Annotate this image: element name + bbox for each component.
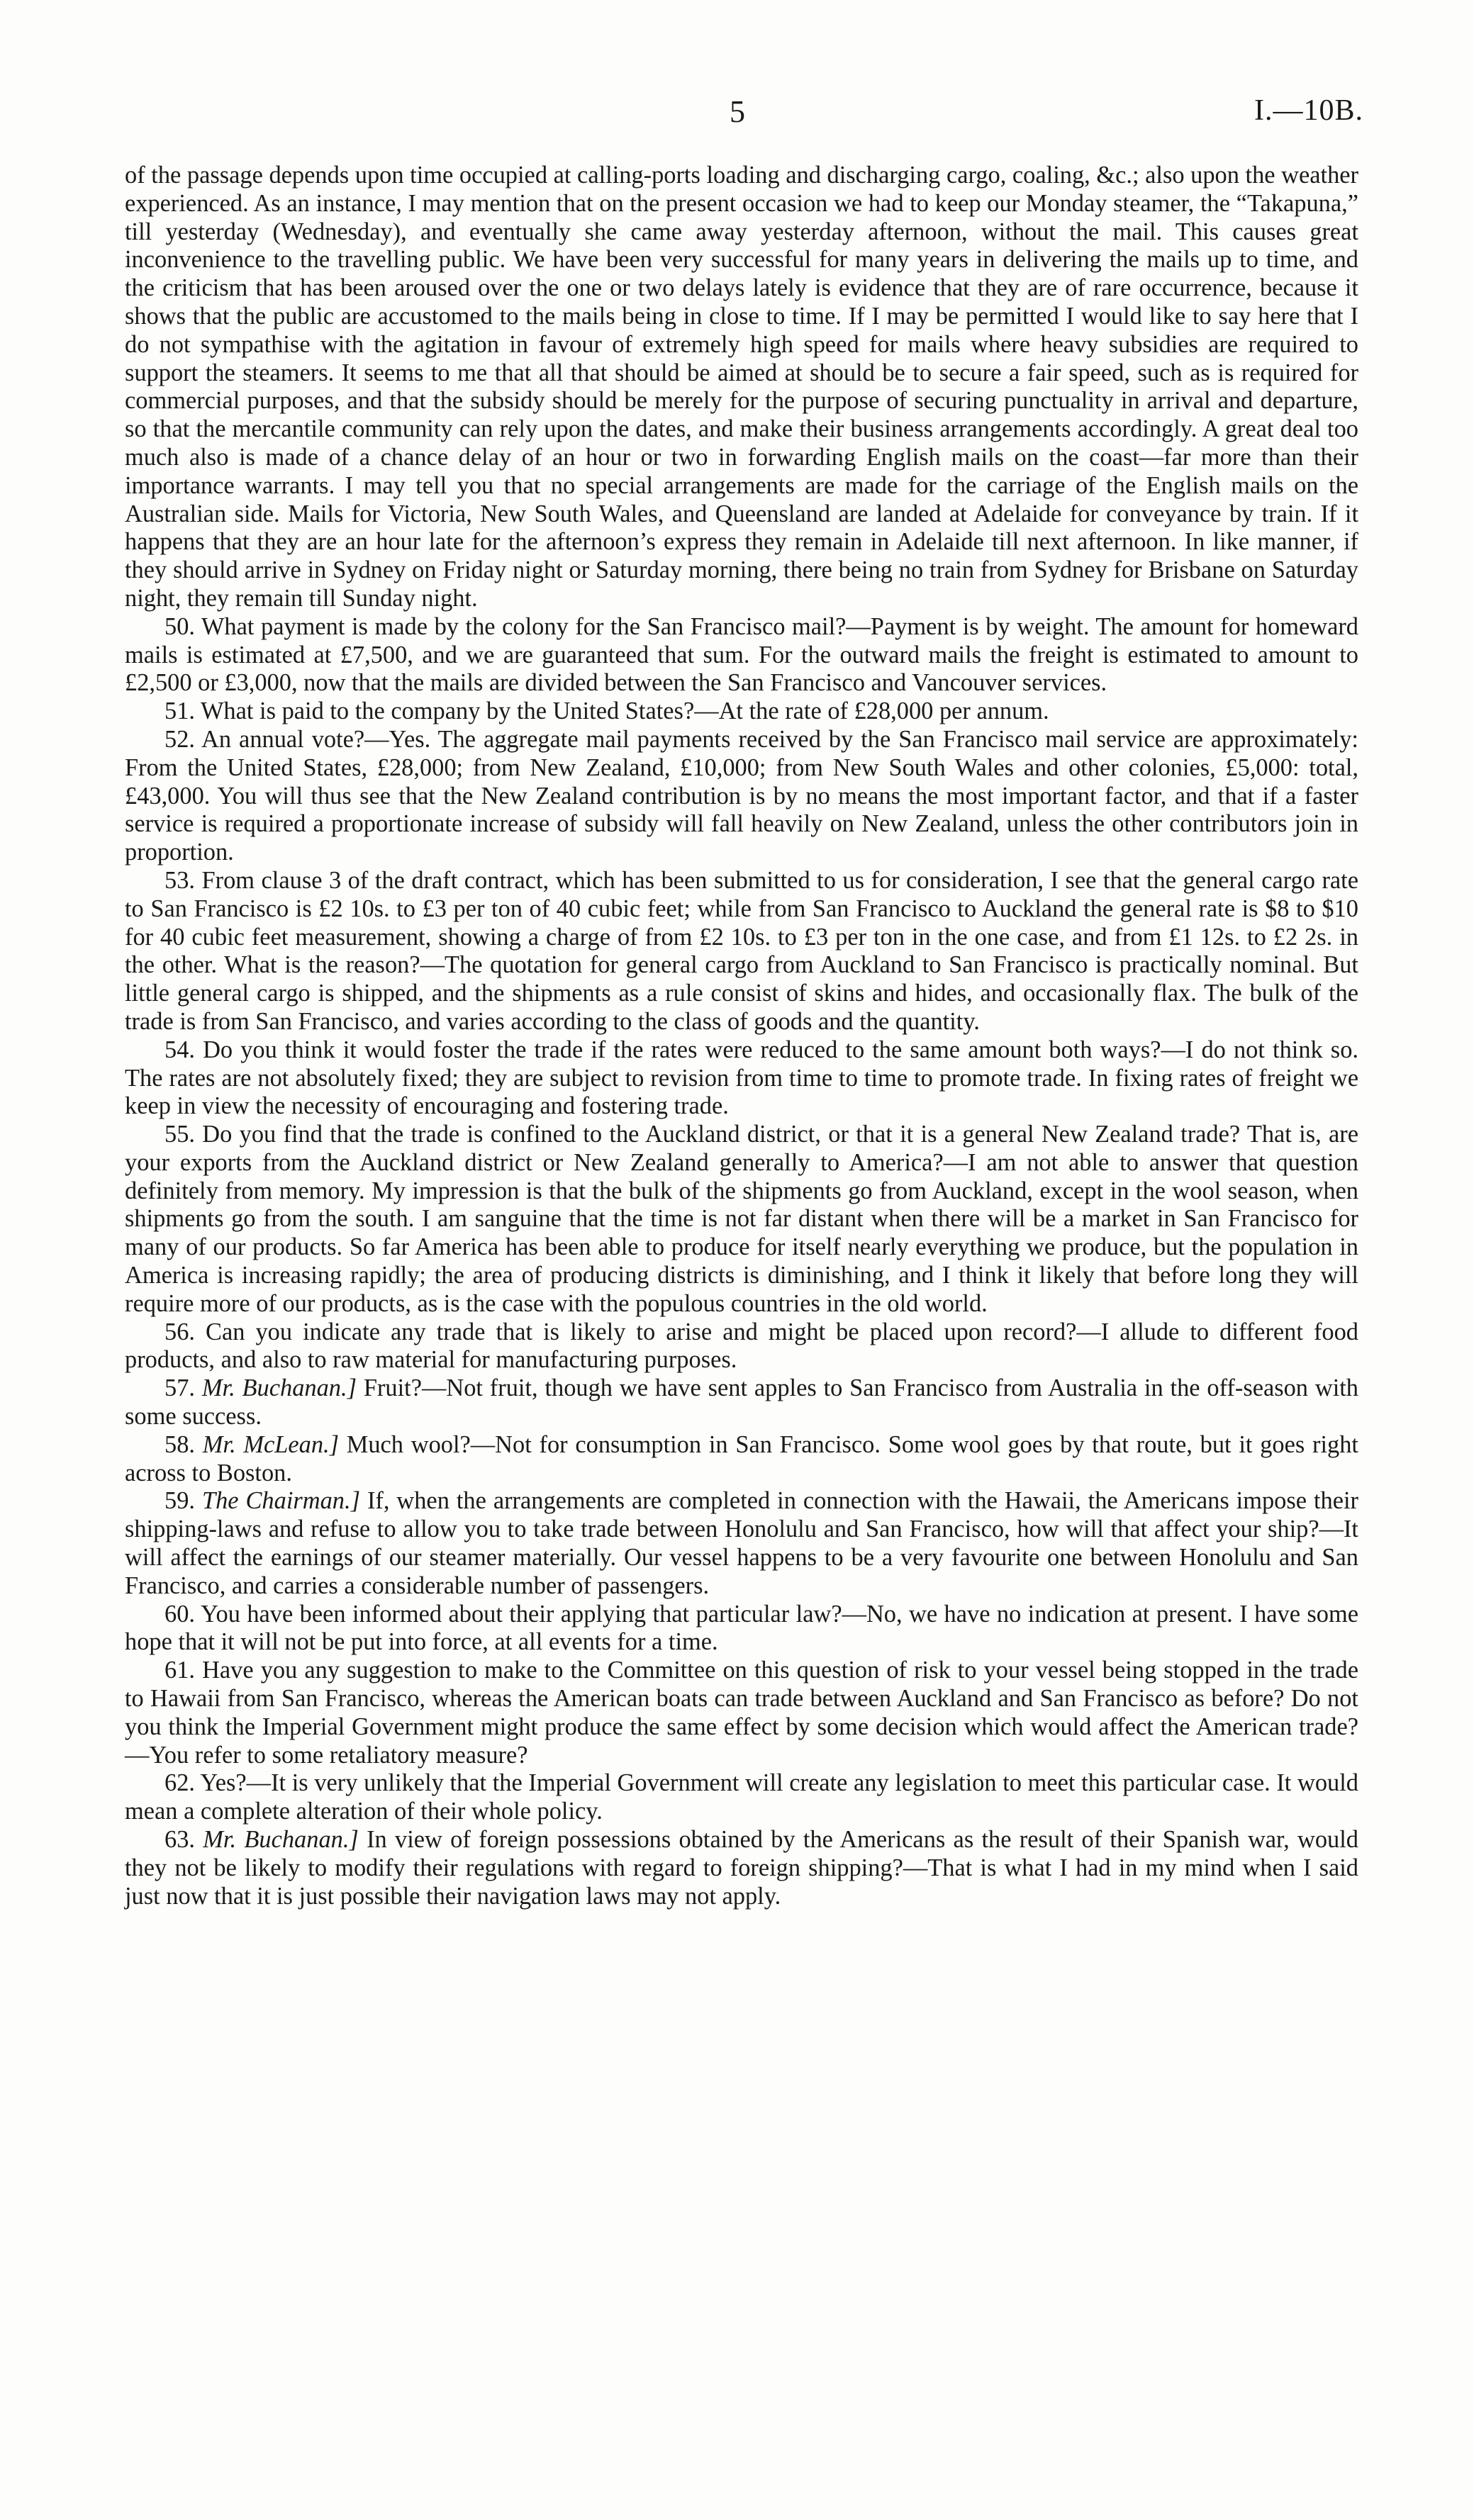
paragraph-continuation: of the passage depends upon time occupied at calling-ports loading and discharging cargo, coaling, &c.; also upon the weather experienced. As an instance, I may mention that on the present occasion we had to keep our Monday steamer, the “Takapuna,” till yesterday (Wednesday), and eventually she came away yesterday afternoon, without the mail. This causes great inconvenience to the travelling public. We have been very successful for many years in delivering the mails up to time, and the criticism that has been aroused over the one or two delays lately is evidence that they are of rare occurrence, because it shows that the public are accustomed to the mails being in close to time. If I may be permitted I would like to say here that I do not sympathise with the agitation in favour of extremely high speed for mails where heavy subsidies are required to support the steamers. It seems to me that all that should be aimed at should be to secure a fair speed, such as is required for commercial purposes, and that the subsidy should be merely for the purpose of securing punctuality in arrival and departure, so that the mercantile community can rely upon the dates, and make their business arrangements accordingly. A great deal too much also is made of a chance delay of an hour or two in forwarding English mails on the coast—far more than their importance warrants. I may tell you that no special arrangements are made for the carriage of the English mails on the Australian side. Mails for Victoria, New South Wales, and Queensland are landed at Adelaide for conveyance by train. If it happens that they are an hour late for the afternoon’s express they remain in Adelaide till next afternoon. In like manner, if they should arrive in Sydney on Friday night or Saturday morning, there being no train from Sydney for Brisbane on Saturday night, they remain till Sunday night.	[125, 162, 1358, 612]
paragraph-q52: 52. An annual vote?—Yes. The aggregate mail payments received by the San Francisco mail service are approximately: From the United States, £28,000; from New Zealand, £10,000; from New South Wales and other colonies, £5,000: total, £43,000. You will thus see that the New Zealand contribution is by no means the most important factor, and that if a faster service is required a proportionate increase of subsidy will fall heavily on New Zealand, unless the other contributors join in proportion.	[125, 725, 1358, 866]
running-header	[0, 94, 1474, 136]
paragraph-q56: 56. Can you indicate any trade that is likely to arise and might be placed upon record?—I allude to different food products, and also to raw material for manufacturing purposes.	[125, 1318, 1358, 1374]
speaker-name: Mr. Buchanan.]	[201, 1374, 357, 1402]
body-text	[125, 162, 1358, 1910]
document-reference: I.—10B.	[1254, 94, 1363, 127]
paragraph-q63: 63. Mr. Buchanan.] In view of foreign possessions obtained by the Americans as the result of their Spanish war, would they not be likely to modify their regulations with regard to foreign shipping?—That is what I had in my mind when I said just now that it is just possible their navigation laws may not apply.	[125, 1826, 1358, 1910]
paragraph-q55: 55. Do you find that the trade is confined to the Auckland district, or that it is a general New Zealand trade? That is, are your exports from the Auckland district or New Zealand generally to America?—I am not able to answer that question definitely from memory. My impression is that the bulk of the shipments go from Auckland, except in the wool season, when shipments go from the south. I am sanguine that the time is not far distant when there will be a market in San Francisco for many of our products. So far America has been able to produce for itself nearly everything we produce, but the population in America is increasing rapidly; the area of producing districts is diminishing, and I think it likely that before long they will require more of our products, as is the case with the populous countries in the old world.	[125, 1121, 1358, 1317]
paragraph-q61: 61. Have you any suggestion to make to the Committee on this question of risk to your vessel being stopped in the trade to Hawaii from San Francisco, whereas the American boats can trade between Auckland and San Francisco as before? Do not you think the Imperial Government might produce the same effect by some decision which would affect the American trade?—You refer to some retaliatory measure?	[125, 1657, 1358, 1769]
speaker-name: Mr. Buchanan.]	[203, 1826, 359, 1854]
paragraph-q53: 53. From clause 3 of the draft contract, which has been submitted to us for consideration, I see that the general cargo rate to San Francisco is £2 10s. to £3 per ton of 40 cubic feet; while from San Francisco to Auckland the general rate is $8 to $10 for 40 cubic feet measurement, showing a charge of from £2 10s. to £3 per ton in the one case, and from £1 12s. to £2 2s. in the other. What is the reason?—The quotation for general cargo from Auckland to San Francisco is practically nominal. But little general cargo is shipped, and the shipments as a rule consist of skins and hides, and occasionally flax. The bulk of the trade is from San Francisco, and varies according to the class of goods and the quantity.	[125, 866, 1358, 1035]
speaker-name: The Chairman.]	[201, 1487, 360, 1515]
paragraph-q51: 51. What is paid to the company by the United States?—At the rate of £28,000 per annum.	[164, 698, 1049, 725]
paragraph-q54: 54. Do you think it would foster the trade if the rates were reduced to the same amount both ways?—I do not think so. The rates are not absolutely fixed; they are subject to revision from time to time to promote trade. In fixing rates of freight we keep in view the necessity of encouraging and fostering trade.	[125, 1036, 1358, 1120]
paragraph-q60: 60. You have been informed about their applying that particular law?—No, we have no indication at present. I have some hope that it will not be put into force, at all events for a time.	[125, 1600, 1358, 1656]
paragraph-q50: 50. What payment is made by the colony for the San Francisco mail?—Payment is by weight. The amount for homeward mails is estimated at £7,500, and we are guaranteed that sum. For the outward mails the freight is estimated to amount to £2,500 or £3,000, now that the mails are divided between the San Francisco and Vancouver services.	[125, 612, 1358, 697]
paragraph-q57: 57. Mr. Buchanan.] Fruit?—Not fruit, though we have sent apples to San Francisco from Australia in the off-season with some success.	[125, 1374, 1359, 1430]
paragraph-q58: 58. Mr. McLean.] Much wool?—Not for consumption in San Francisco. Some wool goes by that route, but it goes right across to Boston.	[125, 1430, 1358, 1486]
paragraph-q62: 62. Yes?—It is very unlikely that the Imperial Government will create any legislation to meet this particular case. It would mean a complete alteration of their whole policy.	[125, 1769, 1358, 1825]
page-number: 5	[730, 94, 745, 129]
paragraph-q59: 59. The Chairman.] If, when the arrangements are completed in connection with the Hawaii, the Americans impose their shipping-laws and refuse to allow you to take trade between Honolulu and San Francisco, how will that affect your ship?—It will affect the earnings of our steamer materially. Our vessel happens to be a very favourite one between Honolulu and San Francisco, and carries a considerable number of passengers.	[125, 1487, 1358, 1599]
speaker-name: Mr. McLean.]	[202, 1430, 339, 1458]
